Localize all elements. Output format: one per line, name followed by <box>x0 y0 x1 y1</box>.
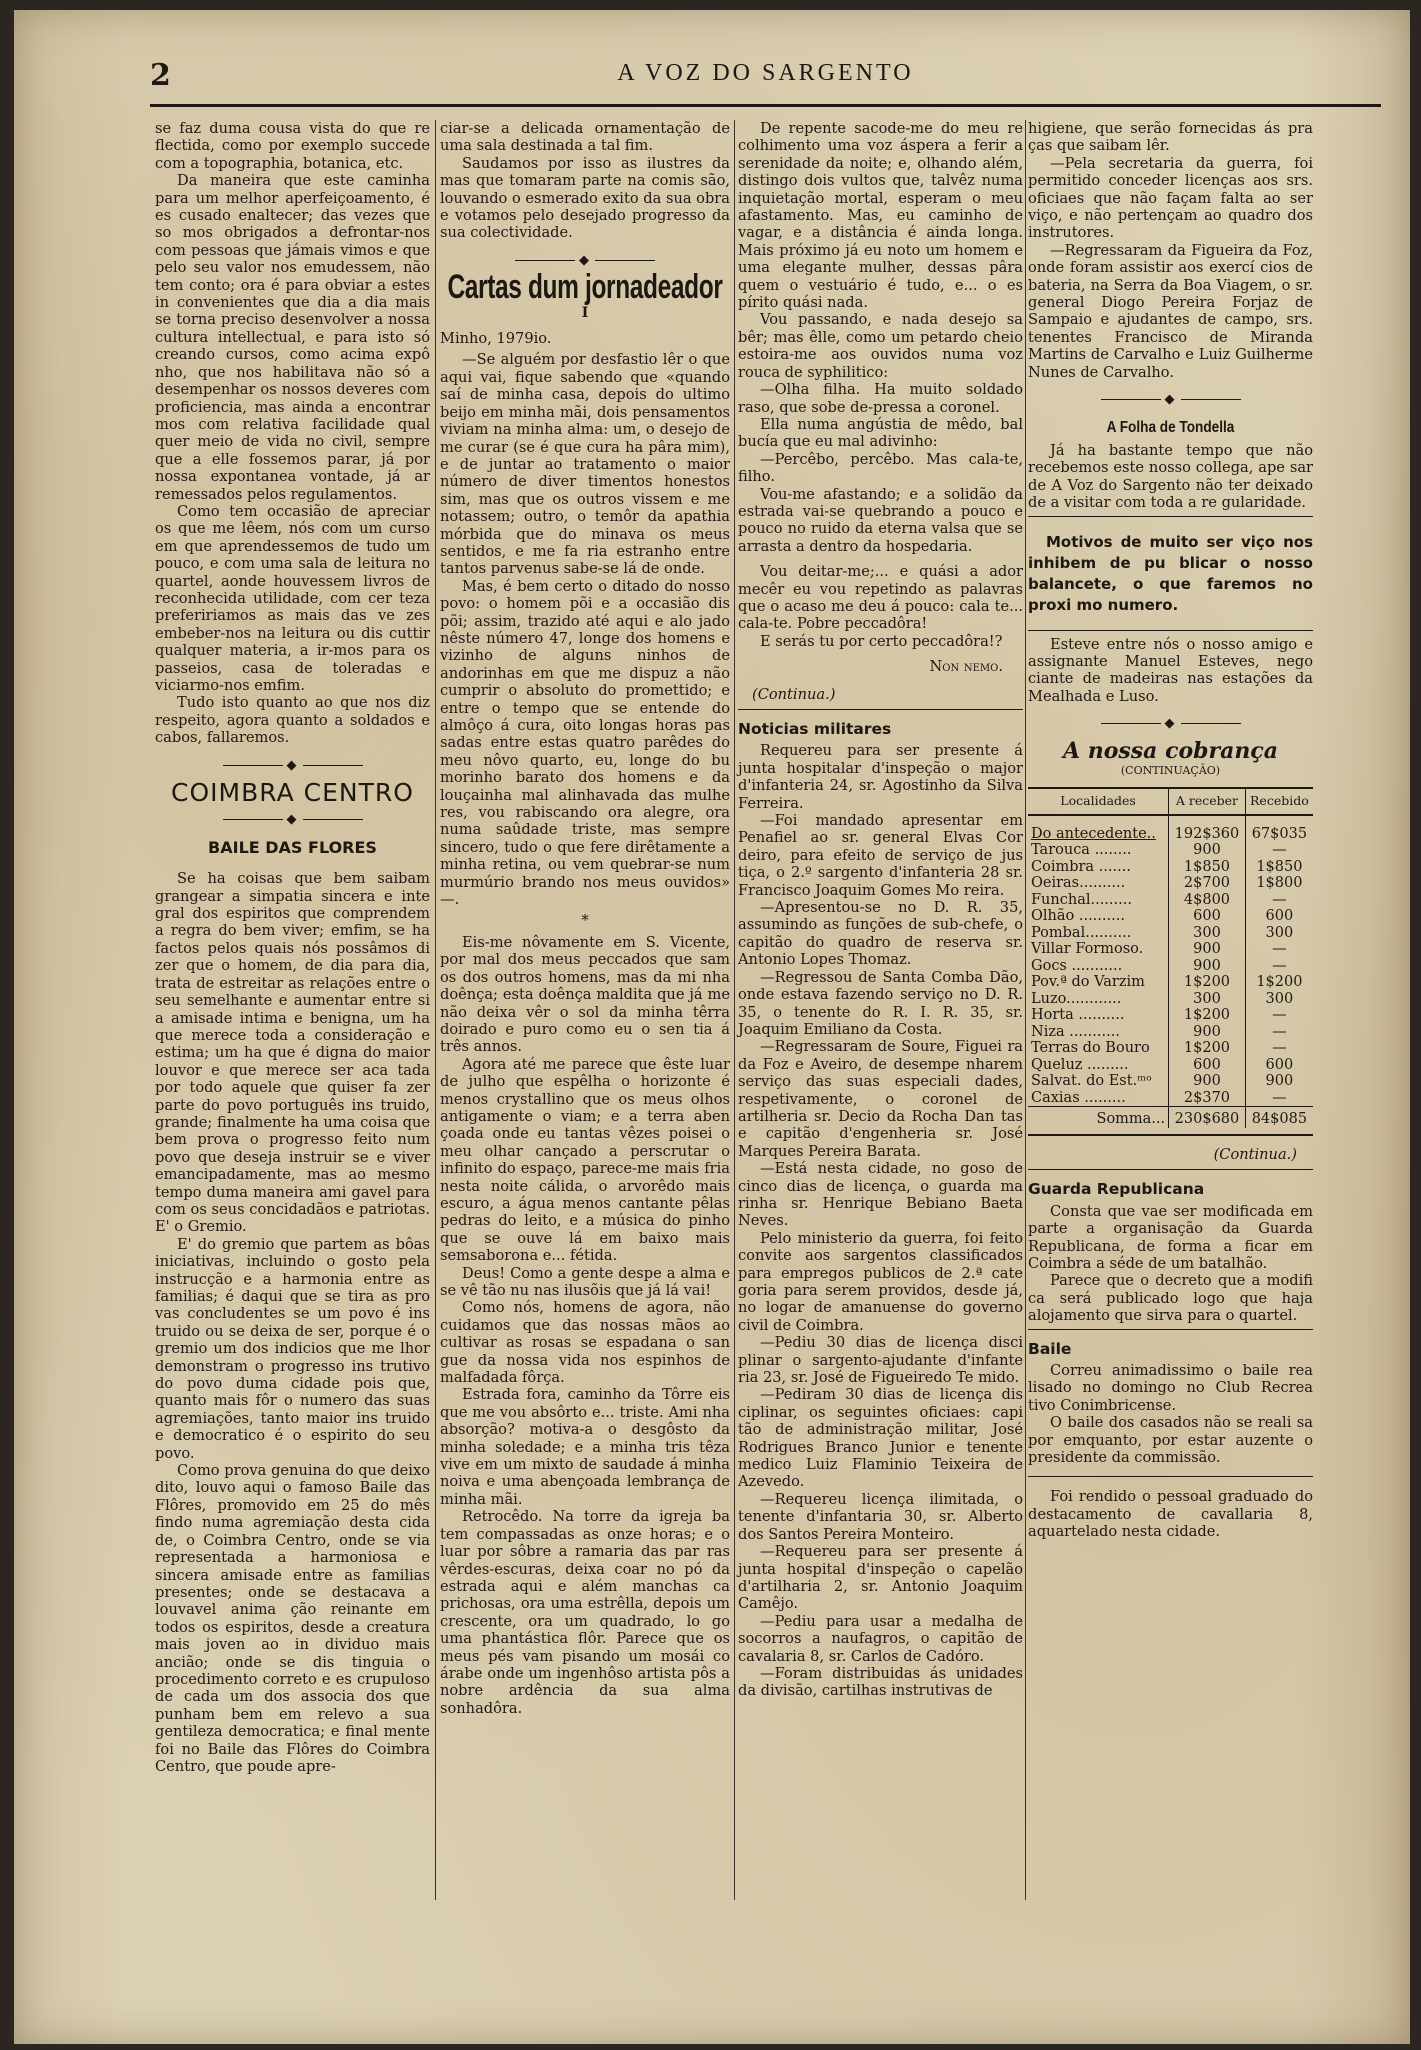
news-item: —Regressaram de Soure, Figuei ra da Foz e Aveiro, de desempe nharem serviço das suas especiali dades, respetivamente, o coronel de artilheria sr. Decio da Rocha Dan tas e capitão d'engenheria sr. José Marques Pereira Barata. <box>738 1038 1023 1160</box>
section-title-noticias: Noticias militares <box>738 720 892 738</box>
column-3 <box>738 120 1023 1700</box>
table-row <box>1028 1007 1313 1024</box>
cell-total-received: 84$085 <box>1245 1107 1313 1128</box>
cell-received: — <box>1245 1007 1313 1024</box>
collection-table <box>1028 787 1313 1128</box>
cell-locality: Oeiras.......... <box>1031 875 1126 892</box>
asterisk-divider: * <box>581 912 589 930</box>
section-title-baile: Baile <box>1028 1339 1072 1358</box>
signature: Non nemo. <box>929 658 1003 676</box>
news-item: —Requereu para ser presente á junta hospital d'inspeção o capelão d'artilharia 2, sr. Antonio Joaquim Camêjo. <box>738 1543 1023 1613</box>
cell-received: 600 <box>1245 908 1313 925</box>
paragraph: Vou deitar-me;... e quási a ador mecêr eu vou repetindo as palavras que o acaso me deu á pouco: cala te... cala-te. Pobre peccadôra! <box>738 563 1023 633</box>
cell-locality: Terras do Bouro <box>1031 1040 1150 1057</box>
cell-locality: Tarouca ........ <box>1031 842 1132 859</box>
cell-received: 1$850 <box>1245 859 1313 876</box>
cell-received: — <box>1245 958 1313 975</box>
cell-received: — <box>1245 842 1313 859</box>
paragraph: E' do gremio que partem as bôas iniciativas, incluindo o gosto pela instrucção e a harmonia entre as familias; é daqui que se tira as pro vas concludentes se um povo é ins truido ou se deixa de ser, porque é o gremio um dos indicios que me lhor demonstram o progresso ins trutivo do povo duma cidade pois que, quanto mais fôr o numero das suas agremiações, tanto maior ins truido e democratico é o espirito do seu povo. <box>155 1235 430 1462</box>
paragraph: Esteve entre nós o nosso amigo e assignante Manuel Esteves, nego ciante de madeiras nas estações da Mealhada e Luso. <box>1028 635 1313 705</box>
table-row <box>1028 815 1313 843</box>
table-row <box>1028 892 1313 909</box>
table-body <box>1028 815 1313 1128</box>
column-4 <box>1028 120 1313 1541</box>
news-item: Requereu para ser presente á junta hospitalar d'inspeção o major d'infanteria 24, sr. Agostinho da Silva Ferreira. <box>738 742 1023 812</box>
table-row <box>1028 974 1313 991</box>
paragraph: —Percêbo, percêbo. Mas cala-te, filho. <box>738 450 1023 486</box>
divider-rule <box>1028 1476 1313 1478</box>
paragraph: Tudo isto quanto ao que nos diz respeito, agora quanto a soldados e cabos, fallaremos. <box>155 694 430 747</box>
cell-locality: Pombal.......... <box>1031 924 1132 941</box>
subtitle-baile-das-flores: BAILE DAS FLORES <box>208 837 377 857</box>
cell-to-receive: 900 <box>1169 941 1246 958</box>
paragraph: Parece que o decreto que a modifi ca será publicado logo que haja alojamento que sirva para o quartel. <box>1028 1272 1313 1325</box>
news-item: Pelo ministerio da guerra, foi feito convite aos sargentos classificados para empregos publicos de 2.ª cate goria para serem providos, desde já, no logar de amanuense do governo civil de Coimbra. <box>738 1229 1023 1334</box>
cell-to-receive: 1$200 <box>1169 1040 1246 1057</box>
cell-received: — <box>1245 1024 1313 1041</box>
cell-received: 300 <box>1245 925 1313 942</box>
paragraph: Já ha bastante tempo que não recebemos este nosso collega, ape sar de A Voz do Sargento não ter deixado de a visitar com toda a re gularidade. <box>1028 441 1313 512</box>
dateline: Minho, 1979io. <box>440 330 552 348</box>
chapter-number: I <box>581 304 589 321</box>
cell-locality: Funchal......... <box>1031 891 1132 908</box>
paragraph: Correu animadissimo o baile rea lisado no domingo no Club Recrea tivo Conimbricense. <box>1028 1361 1313 1414</box>
continuation-note: (CONTINUAÇÃO) <box>1120 763 1221 777</box>
cell-received: 900 <box>1245 1073 1313 1090</box>
cell-total-to-receive: 230$680 <box>1169 1107 1246 1128</box>
cell-locality: Olhão .......... <box>1031 908 1125 925</box>
paragraph: Eis-me nôvamente em S. Vicente, por mal dos meus peccados que sam os dos outros homens, mas da mi nha doênça; esta doênça maldita que já me não deixa vêr o sol da minha têrra doirado e puro como eu o sen tia á três annos. <box>440 933 730 1056</box>
column-header: Localidades <box>1028 788 1169 815</box>
cell-to-receive: 1$200 <box>1169 974 1246 991</box>
cell-locality: Do antecedente.. <box>1031 825 1156 842</box>
divider-rule <box>1028 630 1313 632</box>
section-title-cobranca: A nossa cobrança <box>1062 737 1279 764</box>
divider-rule <box>1028 1169 1313 1171</box>
table-row <box>1028 1040 1313 1057</box>
paragraph: Estrada fora, caminho da Tôrre eis que me vou absôrto e... triste. Ami nha absorção? motiva-a o desgôsto da minha soledade; e a minha tris têza vive em um mixto de saudade á minha noiva e uma abençoada lembrança de minha mãi. <box>440 1386 730 1508</box>
cell-locality: Pov.ª do Varzim <box>1031 974 1145 991</box>
paragraph: Agora até me parece que êste luar de julho que espêlha o horizonte é menos crystallino que os meus olhos antigamente o viam; e a terra aben çoada onde eu tantas vêzes poisei o meu olhar cançado a perscrutar o infinito do espaço, parece-me mais fria nesta noite cálida, o arvorêdo mais escuro, a água menos cantante pêlas pedras do leito, e a música do pinho que se ouve lá em baixo mais semsaborona e... fétida. <box>440 1055 730 1265</box>
paragraph: Retrocêdo. Na torre da igreja ba tem compassadas as onze horas; e o luar por sôbre a ramaria das par ras vêrdes-escuras, deixa coar no pó da estrada aqui e além manchas ca prichosas, ora uma estrêlla, depois um crescente, ora um quadrado, lo go uma phantástica flôr. Parece que os meus pés vam pisando um mosái co árabe onde um ingenhôso artista pôs a nobre ardência da sua alma sonhadôra. <box>440 1508 730 1717</box>
cell-to-receive: 2$700 <box>1169 875 1246 892</box>
paragraph: Como prova genuina do que deixo dito, louvo aqui o famoso Baile das Flôres, promovido em 25 do mês findo numa agremiação desta cida de, o Coimbra Centro, onde se via representada a harmoniosa e sincera amisade entre as familias presentes; onde se destacava a louvavel anima ção reinante em todos os espiritos, desde a creatura mais joven ao in dividuo mais ancião; onde se dis tinguia o procedimento correto e es crupuloso de cada um dos associa dos que punham bem em relevo a sua gentileza democratica; e final mente foi no Baile das Flôres do Coimbra Centro, que poude apre- <box>155 1462 430 1775</box>
column-header: A receber <box>1169 788 1246 815</box>
paragraph: higiene, que serão fornecidas ás pra ças que saibam lêr. <box>1028 120 1313 155</box>
paragraph: —Se alguém por desfastio lêr o que aqui vai, fique sabendo que «quando saí de minha casa, depois do ultimo beijo em minha mãi, dois pensamentos viviam na minha alma: um, o desejo de me curar (se é que cura ha pâra mim), e de juntar ao tratamento o maior número de diver timentos honestos sim, mas que os outros vissem e me notassem; outro, o temôr da apathia mórbida que do minava os meus sentidos, e me fa ria estranho entre tantos parvenus sabe-se lá de onde. <box>440 351 730 578</box>
table-row <box>1028 842 1313 859</box>
paragraph: Deus! Como a gente despe a alma e se vê tão nu nas ilusõis que já lá vai! <box>440 1264 730 1299</box>
paragraph: Como nós, homens de agora, não cuidamos que das nossas mãos ao cultivar as rosas se espadana o san gue da nossa vida nos espinhos de malfadada fôrça. <box>440 1299 730 1387</box>
divider-rule <box>738 709 1023 711</box>
paragraph: ciar-se a delicada ornamentação de uma sala destinada a tal fim. <box>440 120 730 155</box>
cell-locality: Coimbra ....... <box>1031 858 1131 875</box>
section-title-folha-tondella: A Folha de Tondella <box>1106 418 1235 436</box>
balancete-notice: Motivos de muito ser viço nos inhibem de pu blicar o nosso balancete, o que faremos no proxi mo numero. <box>1028 532 1313 614</box>
paragraph: Consta que vae ser modificada em parte a organisação da Guarda Republicana, de forma a ficar em Coimbra a séde de um batalhão. <box>1028 1202 1313 1272</box>
paragraph: Da maneira que este caminha para um melhor aperfeiçoamento, é es cusado enaltecer; das vezes que so mos obrigados a defrontar-nos com pessoas que jámais vimos e que pelo seu valor nos emudessem, não tem conto; ora é para obviar a estes in convenientes que dia a dia mais se torna preciso desenvolver a nossa cultura intellectual, e para isto só creando cursos, como acima expô nho, que nos habilitava não só a desempenhar os nossos deveres com proficiencia, mas ainda a encontrar mos com relativa facilidade qual quer meio de vida no civil, sempre que a elle fossemos parar, já por nossa expontanea vontade, já ar remessados pelos regulamentos. <box>155 172 430 503</box>
cell-to-receive: 2$370 <box>1169 1090 1246 1107</box>
section-title-coimbra-centro: COIMBRA CENTRO <box>171 778 414 808</box>
cell-locality: Gocs ........... <box>1031 957 1123 974</box>
paragraph: De repente sacode-me do meu re colhimento uma voz áspera a ferir a serenidade da noite; e, olhando além, distingo dois vultos que, talvêz numa inquietação mortal, esperam o meu afastamento. Mas, eu caminho de vagar, e a distância é ainda longa. Mais próximo já eu noto um homem e uma elegante mulher, dessas pâra quem o vestuário é tudo, e... o es pírito quási nada. <box>738 120 1023 312</box>
table-total-row <box>1028 1107 1313 1128</box>
table-row <box>1028 859 1313 876</box>
cell-locality: Salvat. do Est.ᵐᵒ <box>1031 1073 1152 1090</box>
cell-to-receive: 600 <box>1169 908 1246 925</box>
continued-note: (Continua.) <box>1213 1145 1297 1163</box>
column-2 <box>440 120 730 1717</box>
continued-note: (Continua.) <box>752 685 836 703</box>
table-header-row <box>1028 788 1313 815</box>
cell-received: 300 <box>1245 991 1313 1008</box>
cell-to-receive: 900 <box>1169 842 1246 859</box>
paragraph: —Regressaram da Figueira da Foz, onde foram assistir aos exercí cios de bateria, na Serra da Boa Viagem, o sr. general Diogo Pereira Forjaz de Sampaio e ajudantes de campo, srs. tenentes Francisco de Miranda Martins de Carvalho e Luiz Guilherme Nunes de Carvalho. <box>1028 241 1313 381</box>
cell-locality: Caxias ......... <box>1031 1089 1126 1106</box>
news-item: —Foi mandado apresentar em Penafiel ao sr. general Elvas Cor deiro, para efeito de serviço de jus tiça, o 2.º sargento d'infanteria 28 sr. Francisco Joaquim Gomes Mo reira. <box>738 812 1023 899</box>
paragraph: Mas, é bem certo o ditado do nosso povo: o homem põi e a occasião dis põi; assim, trazido até aqui e alo jado nêste número 47, longe dos homens e vizinho de alguns ninhos de andorinhas em que me dispuz a não cumprir o absoluto do promettido; e entre o tempo que se entende do almôço á cura, oito longas horas pas sadas entre estas quatro parêdes do meu nôvo quarto, eu, longe do bu morinho barato dos homens e da louçainha mal alinhavada das mulhe res, vou rabiscando ora alegre, ora numa saûdade triste, mas sempre sincero, tudo o que fere dirêtamente a minha retina, ou vem quebrar-se num murmúrio brando nos meus ouvidos» —. <box>440 577 730 909</box>
news-item: —Requereu licença ilimitada, o tenente d'infantaria 30, sr. Alberto dos Santos Pereira Monteiro. <box>738 1490 1023 1543</box>
paragraph: Se ha coisas que bem saibam grangear a simpatia sincera e inte gral dos espiritos que comprendem a regra do bem viver; emfim, se ha factos pelos quais nós possâmos di zer que o homem, de dia para dia, trata de estreitar as relações entre o seu semelhante e aumentar entre si a amisade intima e benigna, um ha que merece toda a consideração e estima; um ha que é digna do maior louvor e que merece ser aca tada por todo aquele que quiser fa zer parte do povo português ins truido, grande; finalmente ha uma coisa que bem prova o progresso feito num povo que deseja instruir se e viver emancipadamente, mas ao mesmo tempo duma maneira ami gavel para com os seus concidadãos e patriotas. E' o Gremio. <box>155 870 430 1236</box>
cell-received: 600 <box>1245 1057 1313 1074</box>
news-item: —Foram distribuidas ás unidades da divisão, cartilhas instrutivas de <box>738 1664 1023 1700</box>
table-row <box>1028 925 1313 942</box>
news-item: —Está nesta cidade, no goso de cinco dias de licença, o guarda ma rinha sr. Henrique Bebiano Baeta Neves. <box>738 1160 1023 1230</box>
cell-total-label: Somma... <box>1028 1107 1169 1128</box>
ornament-divider: ◆ <box>1028 391 1313 408</box>
cell-to-receive: 900 <box>1169 1073 1246 1090</box>
paragraph: Ella numa angústia de mêdo, bal bucía que eu mal adivinho: <box>738 415 1023 451</box>
divider-rule <box>1028 1329 1313 1331</box>
paragraph: Vou-me afastando; e a solidão da estrada vai-se quebrando a pouco e pouco no ruido da eterna valsa que se arrasta a dentro da hospedaria. <box>738 485 1023 555</box>
ornament-divider: ◆ <box>155 757 430 774</box>
column-header: Recebido <box>1245 788 1313 815</box>
paragraph: —Olha filha. Ha muito soldado raso, que sobe de-pressa a coronel. <box>738 381 1023 416</box>
table-row <box>1028 1073 1313 1090</box>
page-header <box>150 58 1381 98</box>
paragraph: O baile dos casados não se reali sa por emquanto, por estar auzente o presidente da commissão. <box>1028 1414 1313 1466</box>
table-row <box>1028 908 1313 925</box>
column-divider <box>435 120 436 1900</box>
cell-to-receive: 300 <box>1169 925 1246 942</box>
table-row <box>1028 1024 1313 1041</box>
cell-locality: Horta .......... <box>1031 1007 1125 1024</box>
cell-to-receive: 192$360 <box>1169 815 1246 843</box>
cell-received: 1$200 <box>1245 974 1313 991</box>
cell-to-receive: 900 <box>1169 958 1246 975</box>
news-item: —Regressou de Santa Comba Dão, onde estava fazendo serviço no D. R. 35, o tenente do R. I. R. 35, sr. Joaquim Emiliano da Costa. <box>738 968 1023 1038</box>
page-number: 2 <box>150 58 171 93</box>
table-row <box>1028 1090 1313 1107</box>
cell-to-receive: 600 <box>1169 1057 1246 1074</box>
cell-to-receive: 300 <box>1169 991 1246 1008</box>
cell-received: — <box>1245 941 1313 958</box>
divider-rule <box>1028 1134 1313 1136</box>
news-item: —Apresentou-se no D. R. 35, assumindo as funções de sub-chefe, o capitão do quadro de reserva sr. Antonio Lopes Thomaz. <box>738 899 1023 969</box>
table-row <box>1028 1057 1313 1074</box>
cell-locality: Villar Formoso. <box>1031 941 1144 958</box>
news-item: —Pediu 30 dias de licença disci plinar o sargento-ajudante d'infante ria 23, sr. José de Figueiredo Te mido. <box>738 1334 1023 1387</box>
paragraph: Saudamos por isso as ilustres da mas que tomaram parte na comis são, louvando o esmerado exito da sua obra e votamos pelo desejado progresso da sua colectividade. <box>440 154 730 242</box>
news-item: —Pediu para usar a medalha de socorros a naufagros, o capitão de cavalaria 8, sr. Carlos de Cadóro. <box>738 1612 1023 1665</box>
header-rule <box>150 104 1381 107</box>
divider-rule <box>1028 516 1313 518</box>
paragraph: Foi rendido o pessoal graduado do destacamento de cavallaria 8, aquartelado nesta cidade. <box>1028 1488 1313 1541</box>
table-row <box>1028 941 1313 958</box>
column-divider <box>1025 120 1026 1900</box>
cell-locality: Luzo............ <box>1031 990 1122 1007</box>
ornament-divider: ◆ <box>440 252 730 269</box>
paragraph: E serás tu por certo peccadôra!? <box>760 632 1003 650</box>
paragraph: —Pela secretaria da guerra, foi permitido conceder licenças aos srs. oficiaes que não façam falta ao ser viço, e não pertençam ao quadro dos instrutores. <box>1028 154 1313 242</box>
paragraph: se faz duma cousa vista do que re flectida, como por exemplo succede com a topographia, botanica, etc. <box>155 120 430 172</box>
paragraph: Vou passando, e nada desejo sa bêr; mas êlle, como um petardo cheio estoira-me aos ouvidos numa voz rouca de syphilitico: <box>738 311 1023 381</box>
section-title-cartas: Cartas dum jornadeador <box>447 268 723 307</box>
cell-to-receive: 1$850 <box>1169 859 1246 876</box>
table-row <box>1028 991 1313 1008</box>
table-row <box>1028 875 1313 892</box>
cell-received: 67$035 <box>1245 815 1313 843</box>
cell-received: — <box>1245 1090 1313 1107</box>
paragraph: Como tem occasião de apreciar os que me lêem, nós com um curso em que aprendessemos de tudo um pouco, e com uma sala de leitura no quartel, aonde houvessem livros de reconhecida utilidade, com cer teza prefeririamos as mais das ve zes embeber-nos na leitura ou dis cuttir qualquer materia, a ir-mos para os passeios, casa de toleradas e viciarmo-nos emfim. <box>155 502 430 694</box>
cell-to-receive: 900 <box>1169 1024 1246 1041</box>
masthead-title: A VOZ DO SARGENTO <box>617 60 914 86</box>
cell-locality: Niza ........... <box>1031 1023 1120 1040</box>
column-1 <box>155 120 430 1775</box>
cell-received: — <box>1245 1040 1313 1057</box>
cell-to-receive: 1$200 <box>1169 1007 1246 1024</box>
cell-received: 1$800 <box>1245 875 1313 892</box>
cell-to-receive: 4$800 <box>1169 892 1246 909</box>
news-item: —Pediram 30 dias de licença dis ciplinar, os seguintes oficiaes: capi tão de administração militar, José Rodrigues Branco Junior e tenente medico Luiz Flaminio Teixeira de Azevedo. <box>738 1386 1023 1491</box>
section-title-guarda: Guarda Republicana <box>1028 1180 1205 1199</box>
column-divider <box>734 120 735 1900</box>
cell-locality: Queluz ......... <box>1031 1056 1129 1073</box>
table-row <box>1028 958 1313 975</box>
ornament-divider: ◆ <box>155 811 430 828</box>
cell-received: — <box>1245 892 1313 909</box>
ornament-divider: ◆ <box>1028 715 1313 732</box>
